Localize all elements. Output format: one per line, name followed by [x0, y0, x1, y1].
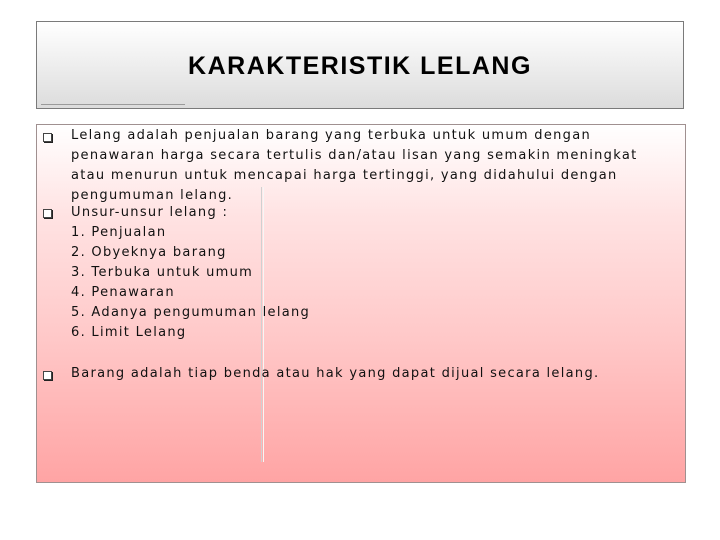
- page-title: KARAKTERISTIK LELANG: [188, 52, 532, 80]
- bullet-definition: Lelang adalah penjualan barang yang terbuka untuk umum dengan penawaran harga secara tertulis dan/atau lisan yang semakin meningkat atau menurun untuk mencapai harga tertinggi, yang didahului dengan pengumuman lelang.: [71, 128, 638, 203]
- list-item: 2. Obyeknya barang: [71, 245, 227, 260]
- square-bullet-icon: [43, 209, 52, 218]
- list-item: 5. Adanya pengumuman lelang: [71, 305, 311, 320]
- content-area: [36, 124, 686, 483]
- square-bullet-icon: [43, 371, 52, 380]
- list-item: 6. Limit Lelang: [71, 325, 187, 340]
- title-divider: [41, 104, 185, 105]
- list-item: 4. Penawaran: [71, 285, 175, 300]
- bullet-elements-heading: Unsur-unsur lelang :: [71, 205, 229, 220]
- list-item: 3. Terbuka untuk umum: [71, 265, 254, 280]
- elements-list: [71, 223, 675, 343]
- bullet-elements: [71, 203, 675, 343]
- bullet-goods: Barang adalah tiap benda atau hak yang dapat dijual secara lelang.: [71, 366, 600, 381]
- list-item: 1. Penjualan: [71, 225, 167, 240]
- square-bullet-icon: [43, 133, 52, 142]
- title-area: [36, 21, 684, 109]
